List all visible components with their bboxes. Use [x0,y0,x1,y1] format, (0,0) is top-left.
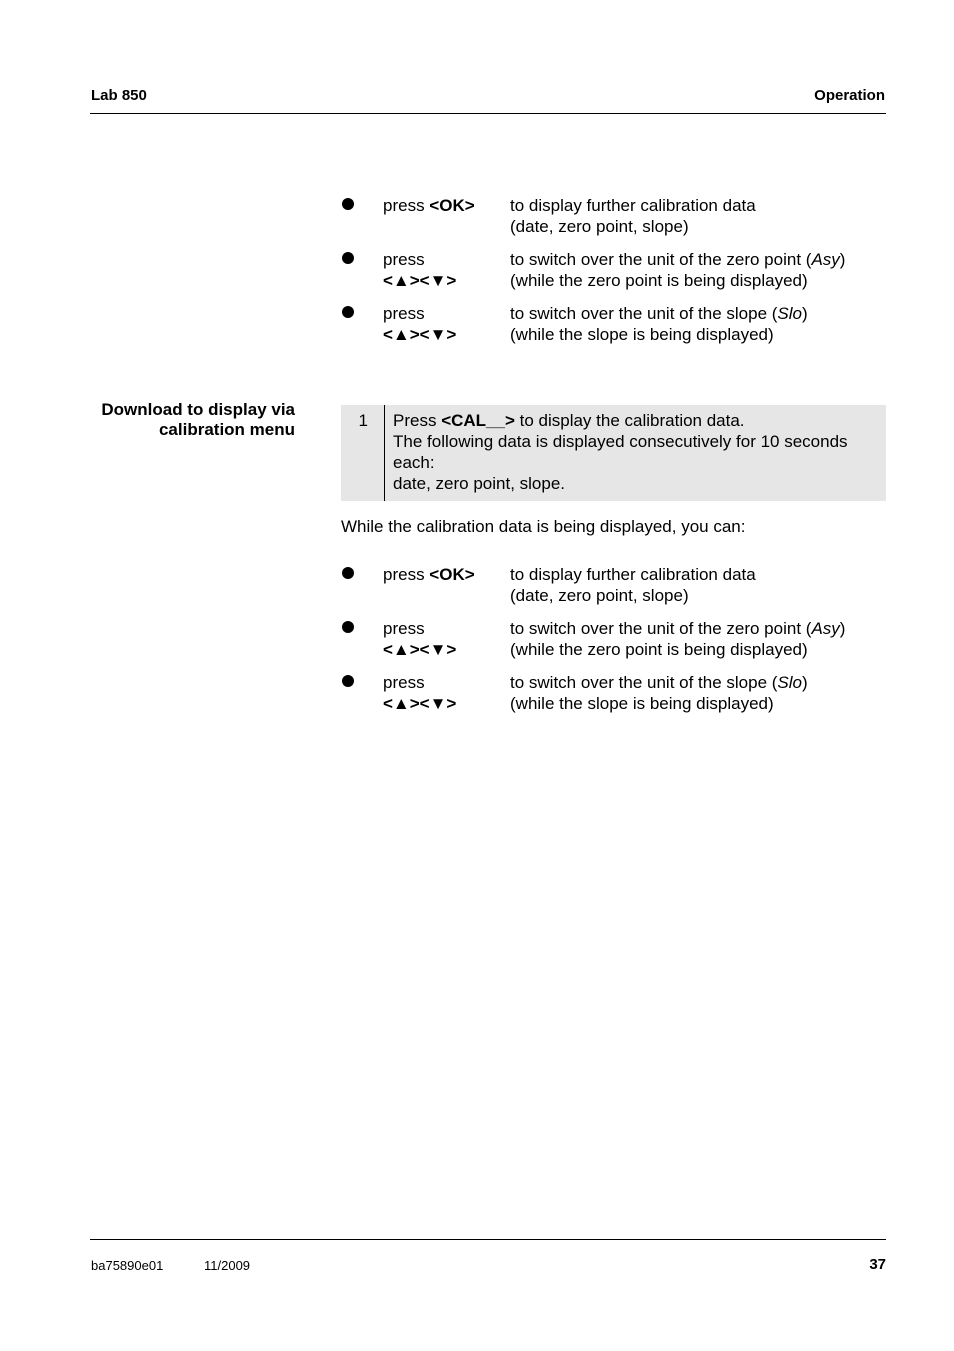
side-heading: Download to display via calibration menu [101,400,295,439]
footer-doc-id: ba75890e01 [91,1258,164,1273]
list-item [340,303,886,357]
step-instruction: Press <CAL__> to display the calibration data. The following data is displayed consecutively for 10 seconds each: date, zero point, slope. [393,411,848,493]
bullet-icon [342,252,354,264]
key-description: to switch over the unit of the zero point (Asy) (while the zero point is being displayed) [510,619,846,659]
bullet-icon [342,198,354,210]
key-description: to switch over the unit of the slope (Slo) (while the slope is being displayed) [510,304,808,344]
key-label: press <OK> [383,565,475,584]
intro-paragraph: While the calibration data is being displayed, you can: [341,517,746,536]
key-label: press <OK> [383,196,475,215]
list-item [340,672,886,726]
key-label: press <▲><▼> [383,304,457,344]
bullet-icon [342,675,354,687]
step-number-cell [341,405,385,501]
bullet-icon [342,306,354,318]
key-label: press <▲><▼> [383,619,457,659]
key-label: press <▲><▼> [383,673,457,713]
header-section-name: Operation [814,87,885,104]
key-list-top [340,195,886,357]
header-product-name: Lab 850 [91,87,147,104]
key-description: to switch over the unit of the zero point (Asy) (while the zero point is being displayed) [510,250,846,290]
step-number: 1 [358,411,368,430]
key-label: press <▲><▼> [383,250,457,290]
step-table [341,405,886,501]
page-number: 37 [869,1256,886,1273]
header-rule [90,113,886,114]
key-description: to display further calibration data (date, zero point, slope) [510,565,756,605]
list-item [340,249,886,303]
list-item [340,618,886,672]
list-item [340,564,886,618]
key-list-bottom [340,564,886,726]
footer-rule [90,1239,886,1240]
key-description: to display further calibration data (date, zero point, slope) [510,196,756,236]
list-item [340,195,886,249]
bullet-icon [342,621,354,633]
bullet-icon [342,567,354,579]
footer-date: 11/2009 [204,1258,251,1273]
key-description: to switch over the unit of the slope (Slo) (while the slope is being displayed) [510,673,808,713]
